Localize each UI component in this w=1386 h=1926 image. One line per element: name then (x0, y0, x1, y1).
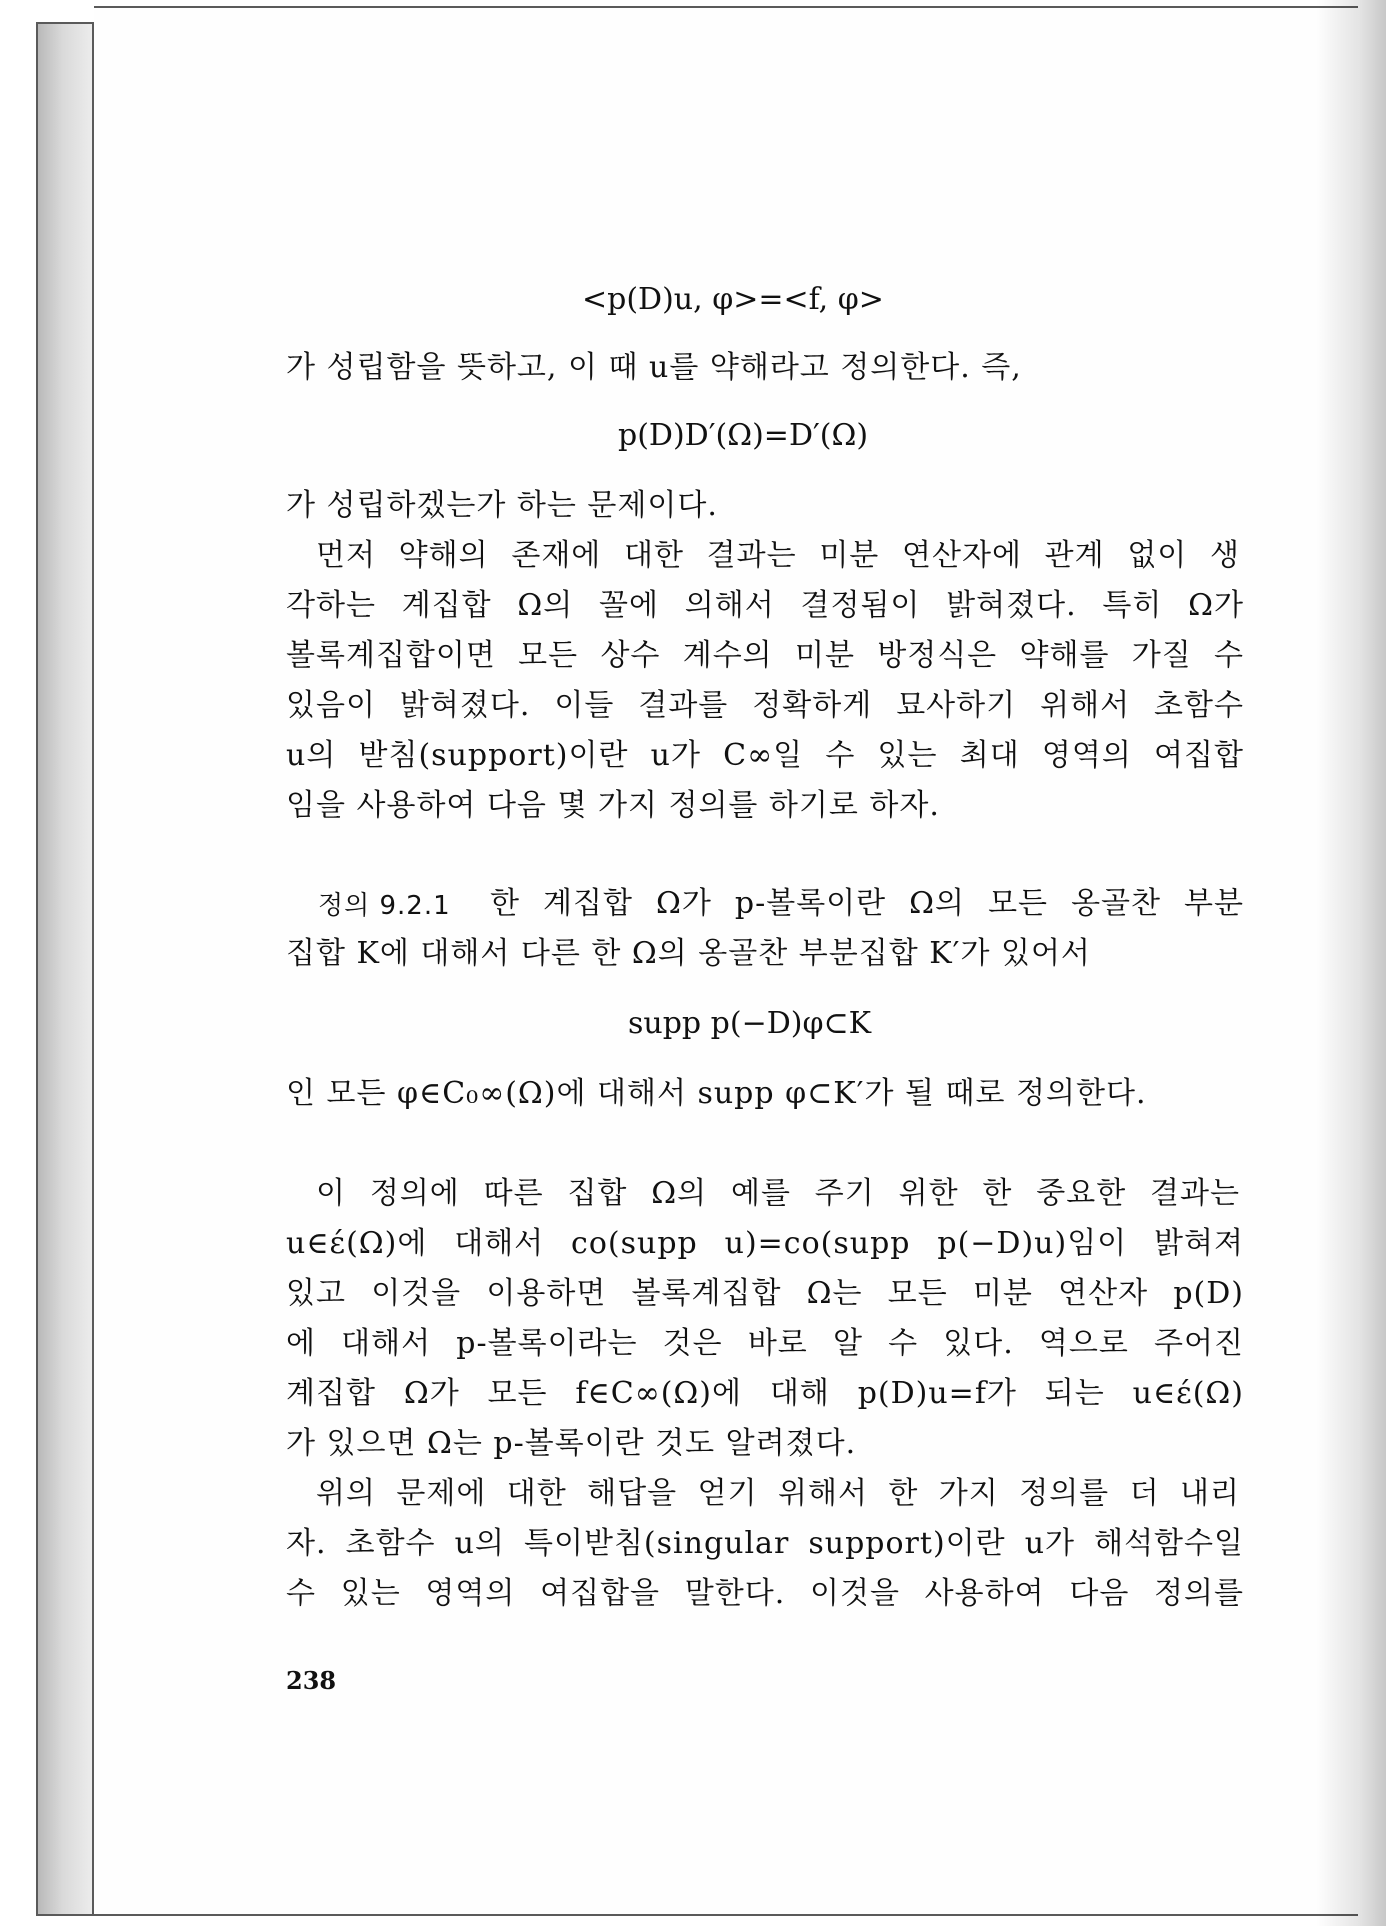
paragraph3-line4: 에 대해서 p-볼록이라는 것은 바로 알 수 있다. 역으로 주어진 (286, 1326, 1244, 1361)
paragraph4-line2: 자. 초함수 u의 특이받침(singular support)이란 u가 해석함수일 (286, 1526, 1244, 1561)
paragraph3-line6: 가 있으면 Ω는 p-볼록이란 것도 알려졌다. (286, 1426, 857, 1461)
definition-label: 정의 9.2.1 (318, 891, 451, 921)
definition-line3: 인 모든 φ∈C₀∞(Ω)에 대해서 supp φ⊂K′가 될 때로 정의한다. (286, 1076, 1147, 1111)
paragraph1-line1: 가 성립함을 뜻하고, 이 때 u를 약해라고 정의한다. 즉, (286, 350, 1022, 385)
paragraph3-line2: u∈έ(Ω)에 대해서 co(supp u)=co(supp p(−D)u)임이 밝혀져 (286, 1226, 1244, 1261)
paragraph1-line2: 가 성립하겠는가 하는 문제이다. (286, 488, 718, 523)
equation-support: supp p(−D)φ⊂K (628, 1006, 872, 1041)
paragraph4-line1: 위의 문제에 대한 해답을 얻기 위해서 한 가지 정의를 더 내리 (316, 1476, 1240, 1511)
book-spine (36, 22, 94, 1916)
paragraph2-line4: 있음이 밝혀졌다. 이들 결과를 정확하게 묘사하기 위해서 초함수 (286, 688, 1244, 723)
paragraph3-line1: 이 정의에 따른 집합 Ω의 예를 주기 위한 한 중요한 결과는 (316, 1176, 1240, 1211)
page-edge-shadow (1316, 0, 1386, 1926)
definition-line1: 한 계집합 Ω가 p-볼록이란 Ω의 모든 옹골찬 부분 (490, 886, 1244, 921)
equation-surjectivity: p(D)D′(Ω)=D′(Ω) (618, 418, 869, 453)
definition-line2: 집합 K에 대해서 다른 한 Ω의 옹골찬 부분집합 K′가 있어서 (286, 936, 1091, 971)
paragraph2-line2: 각하는 계집합 Ω의 꼴에 의해서 결정됨이 밝혀졌다. 특히 Ω가 (286, 588, 1244, 623)
paragraph3-line3: 있고 이것을 이용하면 볼록계집합 Ω는 모든 미분 연산자 p(D) (286, 1276, 1244, 1311)
paragraph2-line3: 볼록계집합이면 모든 상수 계수의 미분 방정식은 약해를 가질 수 (286, 638, 1244, 673)
equation-weak-solution: <p(D)u, φ>=<f, φ> (582, 282, 884, 317)
paragraph2-line6: 임을 사용하여 다음 몇 가지 정의를 하기로 하자. (286, 788, 940, 823)
paragraph2-line5: u의 받침(support)이란 u가 C∞일 수 있는 최대 영역의 여집합 (286, 738, 1244, 773)
paragraph2-line1: 먼저 약해의 존재에 대한 결과는 미분 연산자에 관계 없이 생 (316, 538, 1240, 573)
page-number: 238 (286, 1666, 337, 1695)
paragraph4-line3: 수 있는 영역의 여집합을 말한다. 이것을 사용하여 다음 정의를 (286, 1576, 1244, 1611)
paragraph3-line5: 계집합 Ω가 모든 f∈C∞(Ω)에 대해 p(D)u=f가 되는 u∈έ(Ω) (286, 1376, 1244, 1411)
